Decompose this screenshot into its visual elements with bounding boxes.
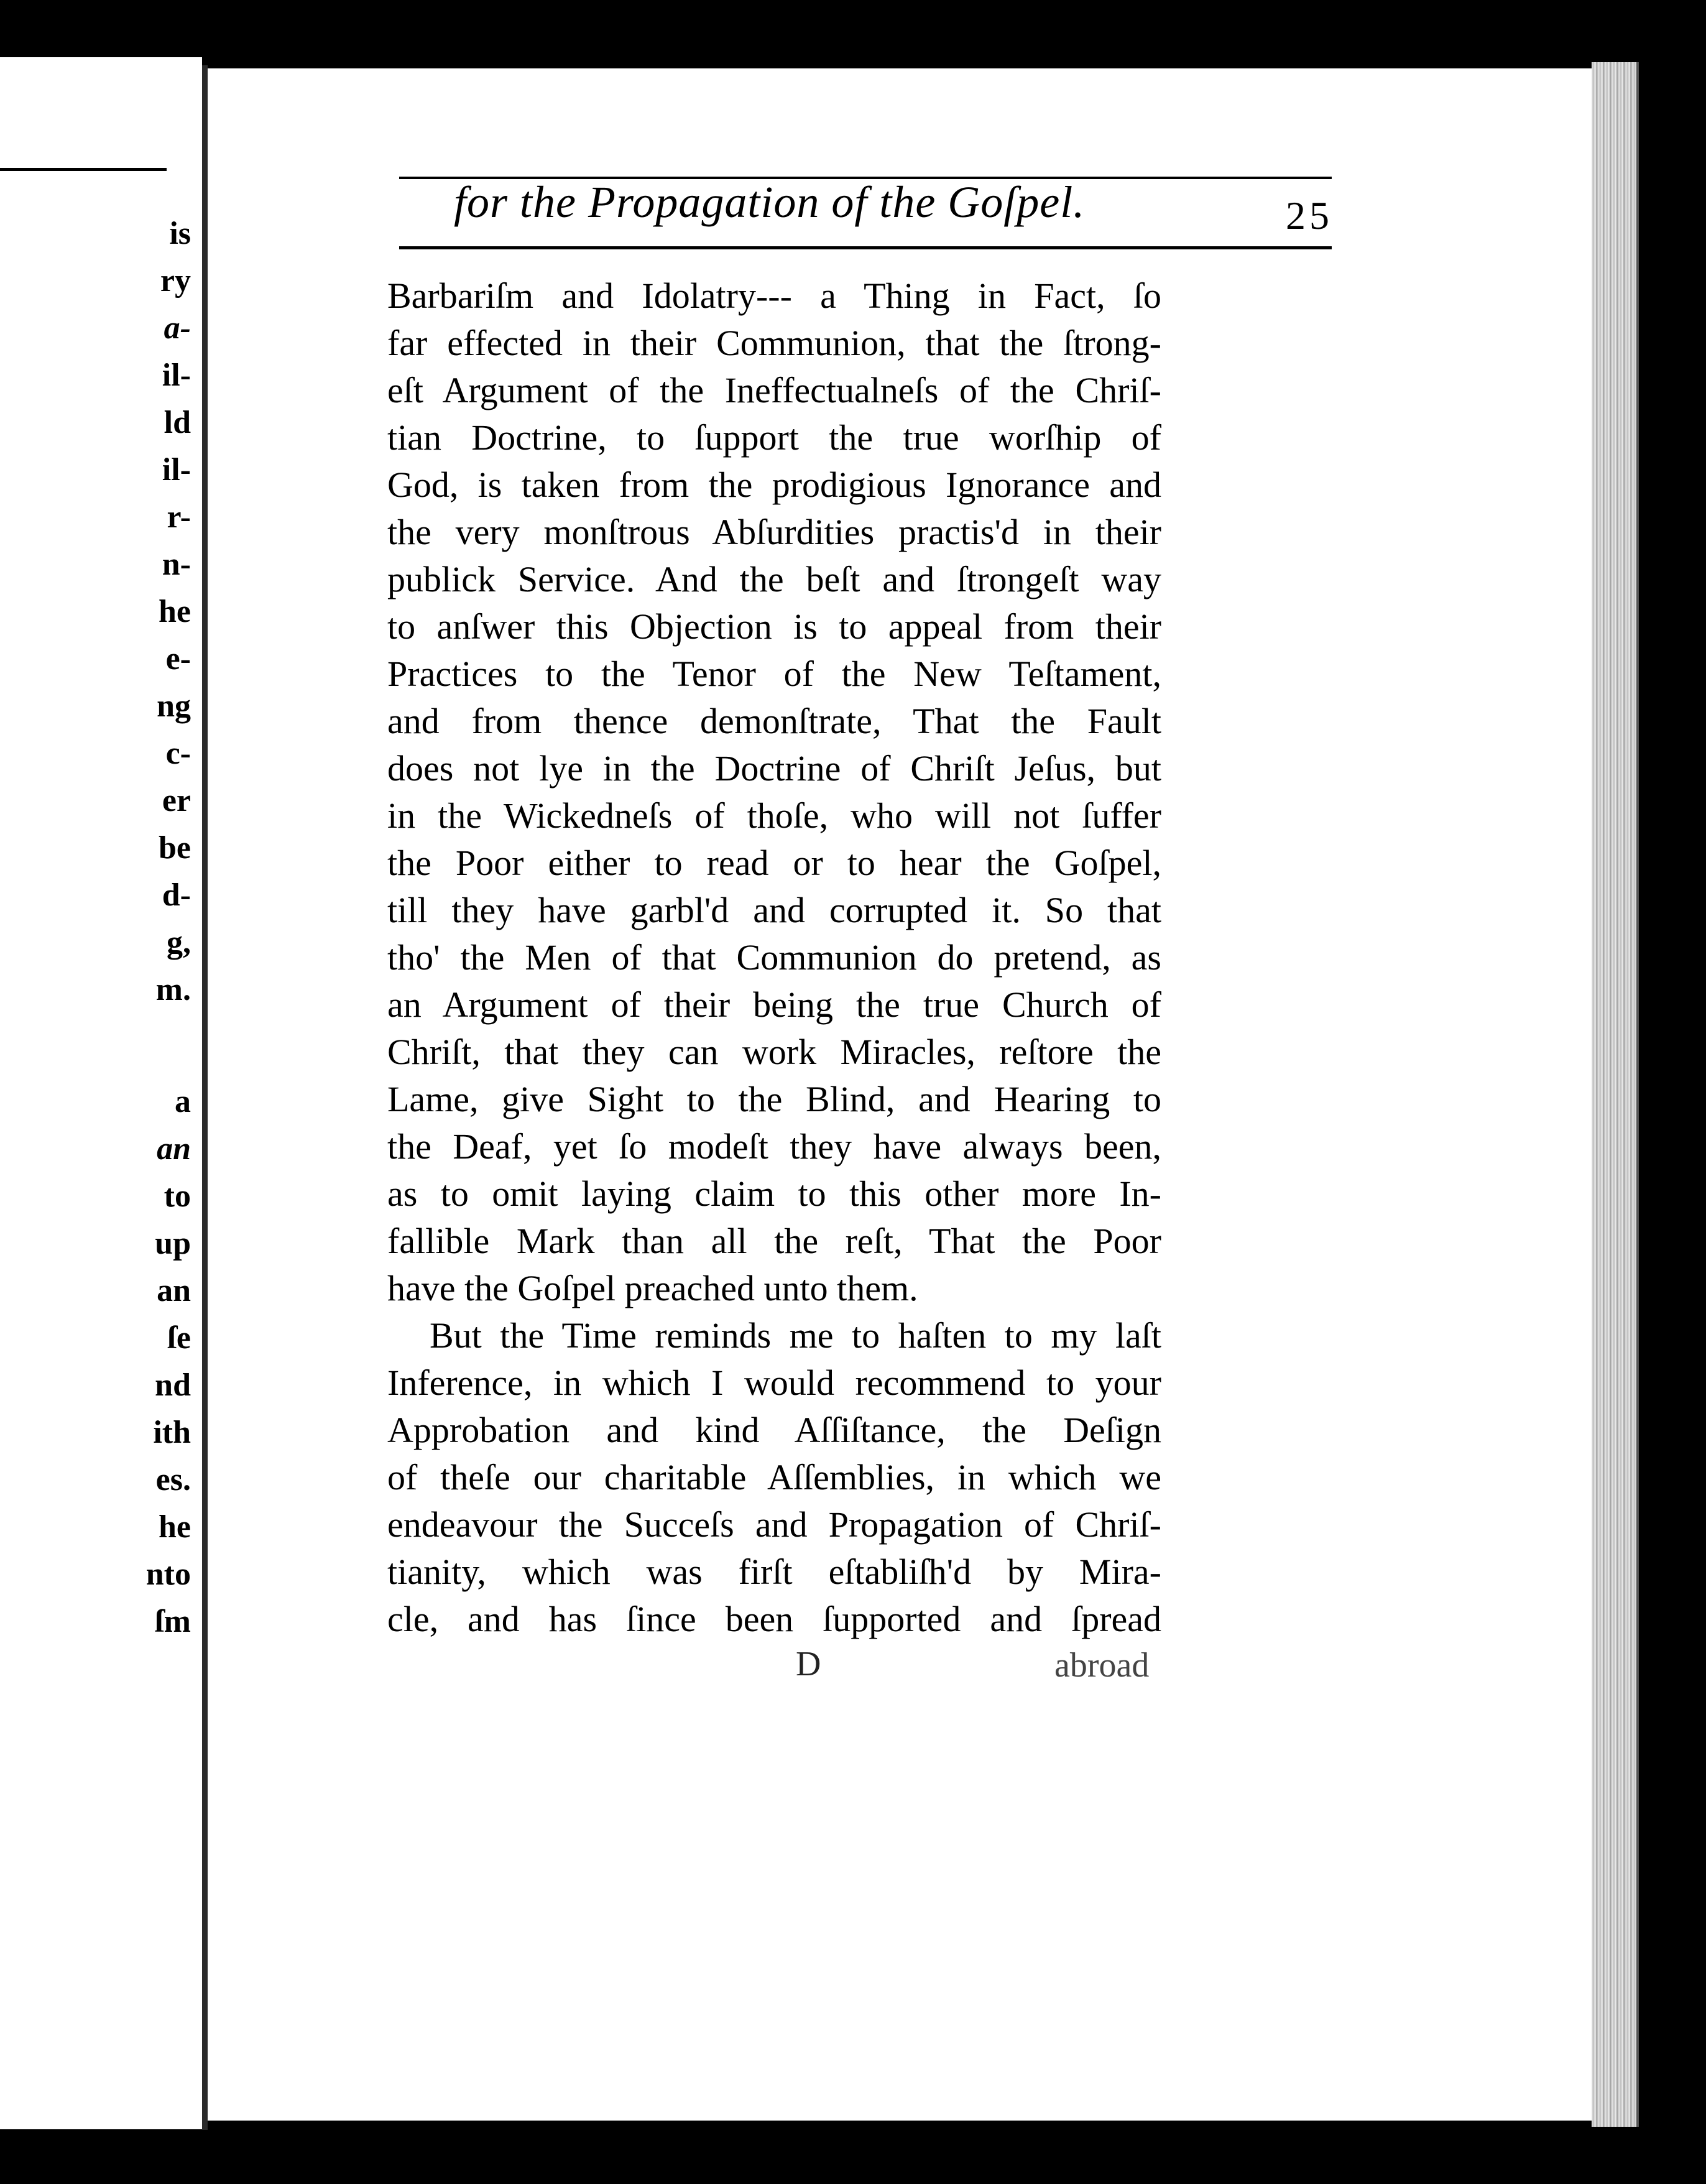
text-line: fallible Mark than all the reſt, That the Poor: [387, 1221, 1161, 1261]
left-page-fragment: il-: [162, 452, 191, 488]
left-page-fragment: ith: [153, 1415, 191, 1450]
left-page-fragment: d-: [162, 877, 191, 913]
left-page-fragment: he: [159, 594, 191, 629]
text-line: eſt Argument of the Ineffectualneſs of the Chriſ-: [387, 370, 1161, 410]
text-line: Inference, in which I would recommend to your: [387, 1363, 1161, 1403]
left-page-fragment: ſe: [167, 1320, 191, 1356]
left-page-fragment: up: [155, 1226, 191, 1261]
body-text: [387, 272, 1161, 1643]
text-line: Practices to the Tenor of the New Teſtament,: [387, 654, 1161, 694]
book-gutter: [202, 65, 208, 2130]
text-line: tianity, which was firſt eſtabliſh'd by Mira-: [387, 1552, 1161, 1592]
catchword: abroad: [1054, 1646, 1150, 1685]
left-page-fragment: nd: [155, 1367, 191, 1403]
left-page-fragment: ld: [164, 405, 191, 440]
text-line: in the Wickedneſs of thoſe, who will not ſuffer: [387, 795, 1161, 836]
left-page-fragment: ng: [157, 688, 191, 724]
text-line-paragraph-start: But the Time reminds me to haſten to my laſt: [430, 1315, 1161, 1356]
left-page-fragment: ry: [160, 263, 191, 298]
text-line: cle, and has ſince been ſupported and ſpread: [387, 1599, 1161, 1639]
text-line: endeavour the Succeſs and Propagation of Chriſ-: [387, 1504, 1161, 1545]
left-page-fragment: il-: [162, 358, 191, 393]
text-line: God, is taken from the prodigious Ignorance and: [387, 465, 1161, 505]
text-line: Barbariſm and Idolatry--- a Thing in Fact, ſo: [387, 275, 1161, 316]
text-line-paragraph-end: have the Goſpel preached unto them.: [387, 1268, 918, 1308]
left-page-fragment: r-: [167, 499, 191, 535]
text-line: publick Service. And the beſt and ſtrongeſt way: [387, 559, 1161, 599]
head-rule-bottom: [399, 246, 1332, 249]
text-line: tho' the Men of that Communion do pretend, as: [387, 937, 1161, 978]
text-line: the Deaf, yet ſo modeſt they have always been,: [387, 1126, 1161, 1167]
left-page-fragment: ſm: [155, 1604, 191, 1639]
left-page-fragment: a: [175, 1084, 191, 1119]
text-line: till they have garbl'd and corrupted it. So that: [387, 890, 1161, 930]
text-line: far effected in their Communion, that the ſtrong-: [387, 323, 1161, 363]
left-page-fragment: is: [169, 216, 191, 251]
left-page-fragment: c-: [165, 736, 191, 771]
text-line: an Argument of their being the true Church of: [387, 984, 1161, 1025]
left-page: [0, 57, 202, 2129]
left-page-fragment: be: [159, 830, 191, 866]
left-page-fragment: a-: [164, 310, 191, 346]
page-number: 25: [1286, 193, 1333, 238]
text-line: of theſe our charitable Aſſemblies, in which we: [387, 1457, 1161, 1497]
left-page-fragment: to: [164, 1178, 191, 1214]
left-page-fragment: e-: [165, 641, 191, 677]
left-page-fragment: an: [157, 1273, 191, 1308]
text-line: the Poor either to read or to hear the Goſpel,: [387, 843, 1161, 883]
text-line: the very monſtrous Abſurdities practis'd in their: [387, 512, 1161, 552]
left-page-fragment: an: [157, 1131, 191, 1167]
left-page-fragment: nto: [145, 1557, 191, 1592]
left-page-rule: [0, 168, 167, 171]
text-line: to anſwer this Objection is to appeal from their: [387, 606, 1161, 647]
left-page-fragment: es.: [155, 1462, 191, 1497]
page-edges: [1592, 62, 1639, 2127]
text-line: tian Doctrine, to ſupport the true worſhip of: [387, 417, 1161, 458]
left-page-fragment: n-: [162, 547, 191, 582]
left-page-fragment: m.: [155, 972, 191, 1007]
left-page-fragment: he: [159, 1509, 191, 1545]
text-line: Approbation and kind Aſſiſtance, the Deſign: [387, 1410, 1161, 1450]
text-line: Lame, give Sight to the Blind, and Hearing to: [387, 1079, 1161, 1119]
text-line: Chriſt, that they can work Miracles, reſtore the: [387, 1032, 1161, 1072]
running-head: for the Propagation of the Goſpel.: [454, 177, 1086, 227]
signature-mark: D: [796, 1645, 821, 1683]
text-line: as to omit laying claim to this other more In-: [387, 1173, 1161, 1214]
left-page-fragment: er: [162, 783, 191, 818]
text-line: and from thence demonſtrate, That the Fault: [387, 701, 1161, 741]
text-line: does not lye in the Doctrine of Chriſt Jeſus, but: [387, 748, 1161, 789]
left-page-fragment: g,: [167, 925, 191, 960]
